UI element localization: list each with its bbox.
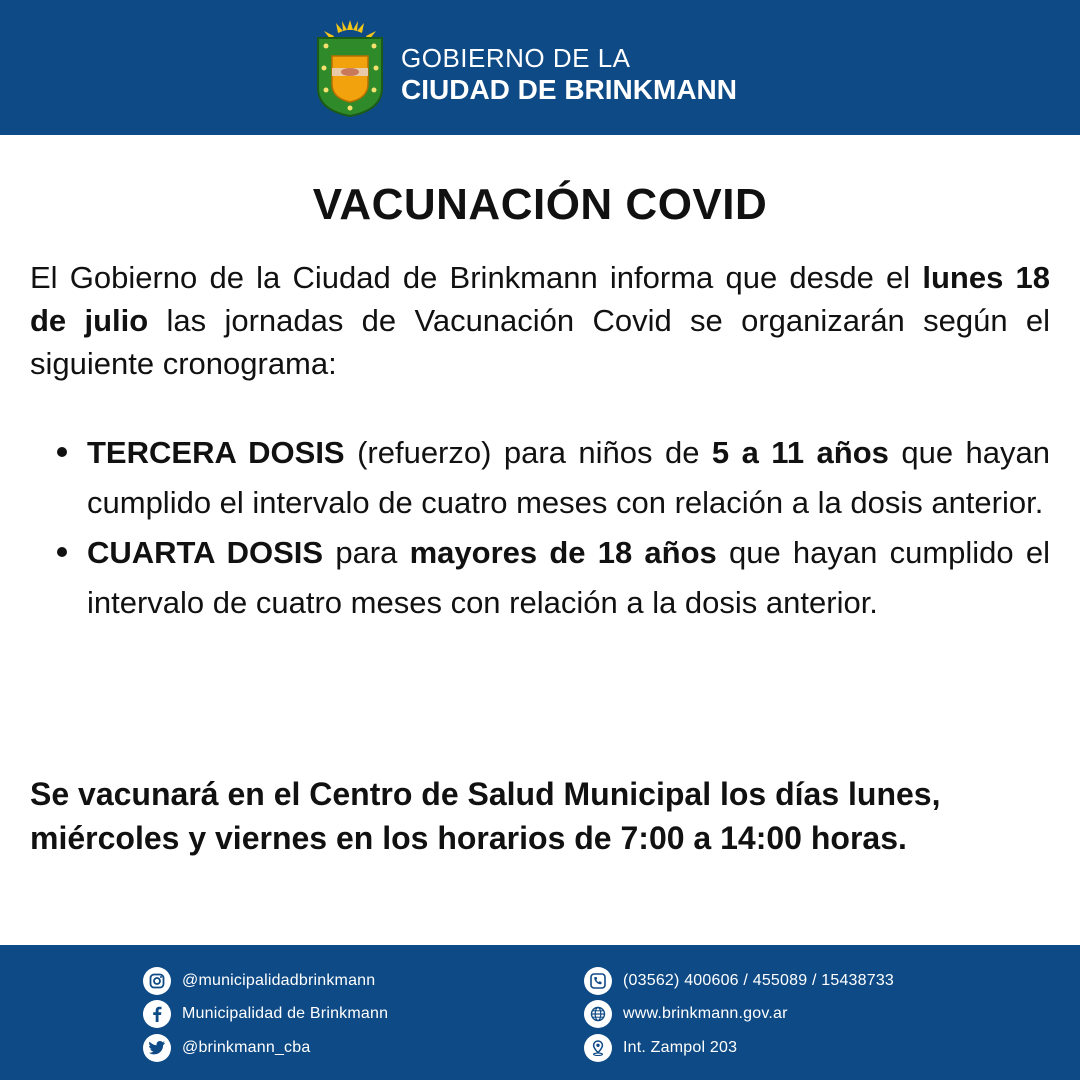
- list-item: [30, 528, 1050, 628]
- instagram-contact[interactable]: [143, 967, 375, 995]
- twitter-contact[interactable]: [143, 1034, 310, 1062]
- header-banner: [0, 0, 1080, 135]
- facebook-icon: [143, 1000, 171, 1028]
- coat-of-arms-icon: [314, 18, 386, 118]
- bullet-icon: [57, 447, 67, 457]
- twitter-icon: [143, 1034, 171, 1062]
- street-address: Int. Zampol 203: [623, 1039, 738, 1056]
- intro-date: lunes 18 de julio: [30, 260, 1051, 338]
- address-contact[interactable]: [584, 1034, 737, 1062]
- globe-icon: [584, 1000, 612, 1028]
- bullet-icon: [57, 547, 67, 557]
- instagram-handle: @municipalidadbrinkmann: [182, 972, 376, 989]
- footer-contact-bar: [0, 945, 1080, 1080]
- dose-list: [30, 428, 1050, 628]
- phone-icon: [584, 967, 612, 995]
- dose-label: CUARTA DOSIS: [87, 535, 324, 570]
- phone-numbers: (03562) 400606 / 455089 / 15438733: [623, 972, 895, 989]
- dose-age: 5 a 11 años: [711, 435, 889, 470]
- brand-line-2: CIUDAD DE BRINKMANN: [401, 74, 737, 105]
- intro-text-before: El Gobierno de la Ciudad de Brinkmann informa que desde el: [30, 260, 923, 295]
- page-title: VACUNACIÓN COVID: [312, 180, 768, 229]
- list-item: [30, 428, 1050, 528]
- brand-line-1: GOBIERNO DE LA: [401, 43, 631, 73]
- instagram-icon: [143, 967, 171, 995]
- location-pin-icon: [584, 1034, 612, 1062]
- phone-contact[interactable]: [584, 967, 894, 995]
- facebook-contact[interactable]: [143, 1000, 388, 1028]
- intro-paragraph: [30, 256, 1050, 385]
- dose-age: mayores de 18 años: [409, 535, 717, 570]
- website-contact[interactable]: [584, 1000, 788, 1028]
- schedule-note: Se vacunará en el Centro de Salud Municipal los días lunes, miércoles y viernes en los horarios de 7:00 a 14:00 horas.: [30, 776, 941, 856]
- intro-text-after: las jornadas de Vacunación Covid se organizarán según el siguiente cronograma:: [30, 303, 1050, 381]
- dose-label: TERCERA DOSIS: [87, 435, 345, 470]
- brand-name: [401, 42, 737, 106]
- twitter-handle: @brinkmann_cba: [182, 1039, 311, 1056]
- dose-text: (refuerzo) para niños de: [344, 435, 712, 470]
- dose-text: para: [323, 535, 410, 570]
- dose-text: que hayan cumplido el intervalo de cuatro meses con relación a la dosis anterior.: [87, 535, 1051, 620]
- website-url: www.brinkmann.gov.ar: [623, 1005, 788, 1022]
- dose-text: que hayan cumplido el intervalo de cuatro meses con relación a la dosis anterior.: [87, 435, 1050, 520]
- facebook-page: Municipalidad de Brinkmann: [182, 1005, 389, 1022]
